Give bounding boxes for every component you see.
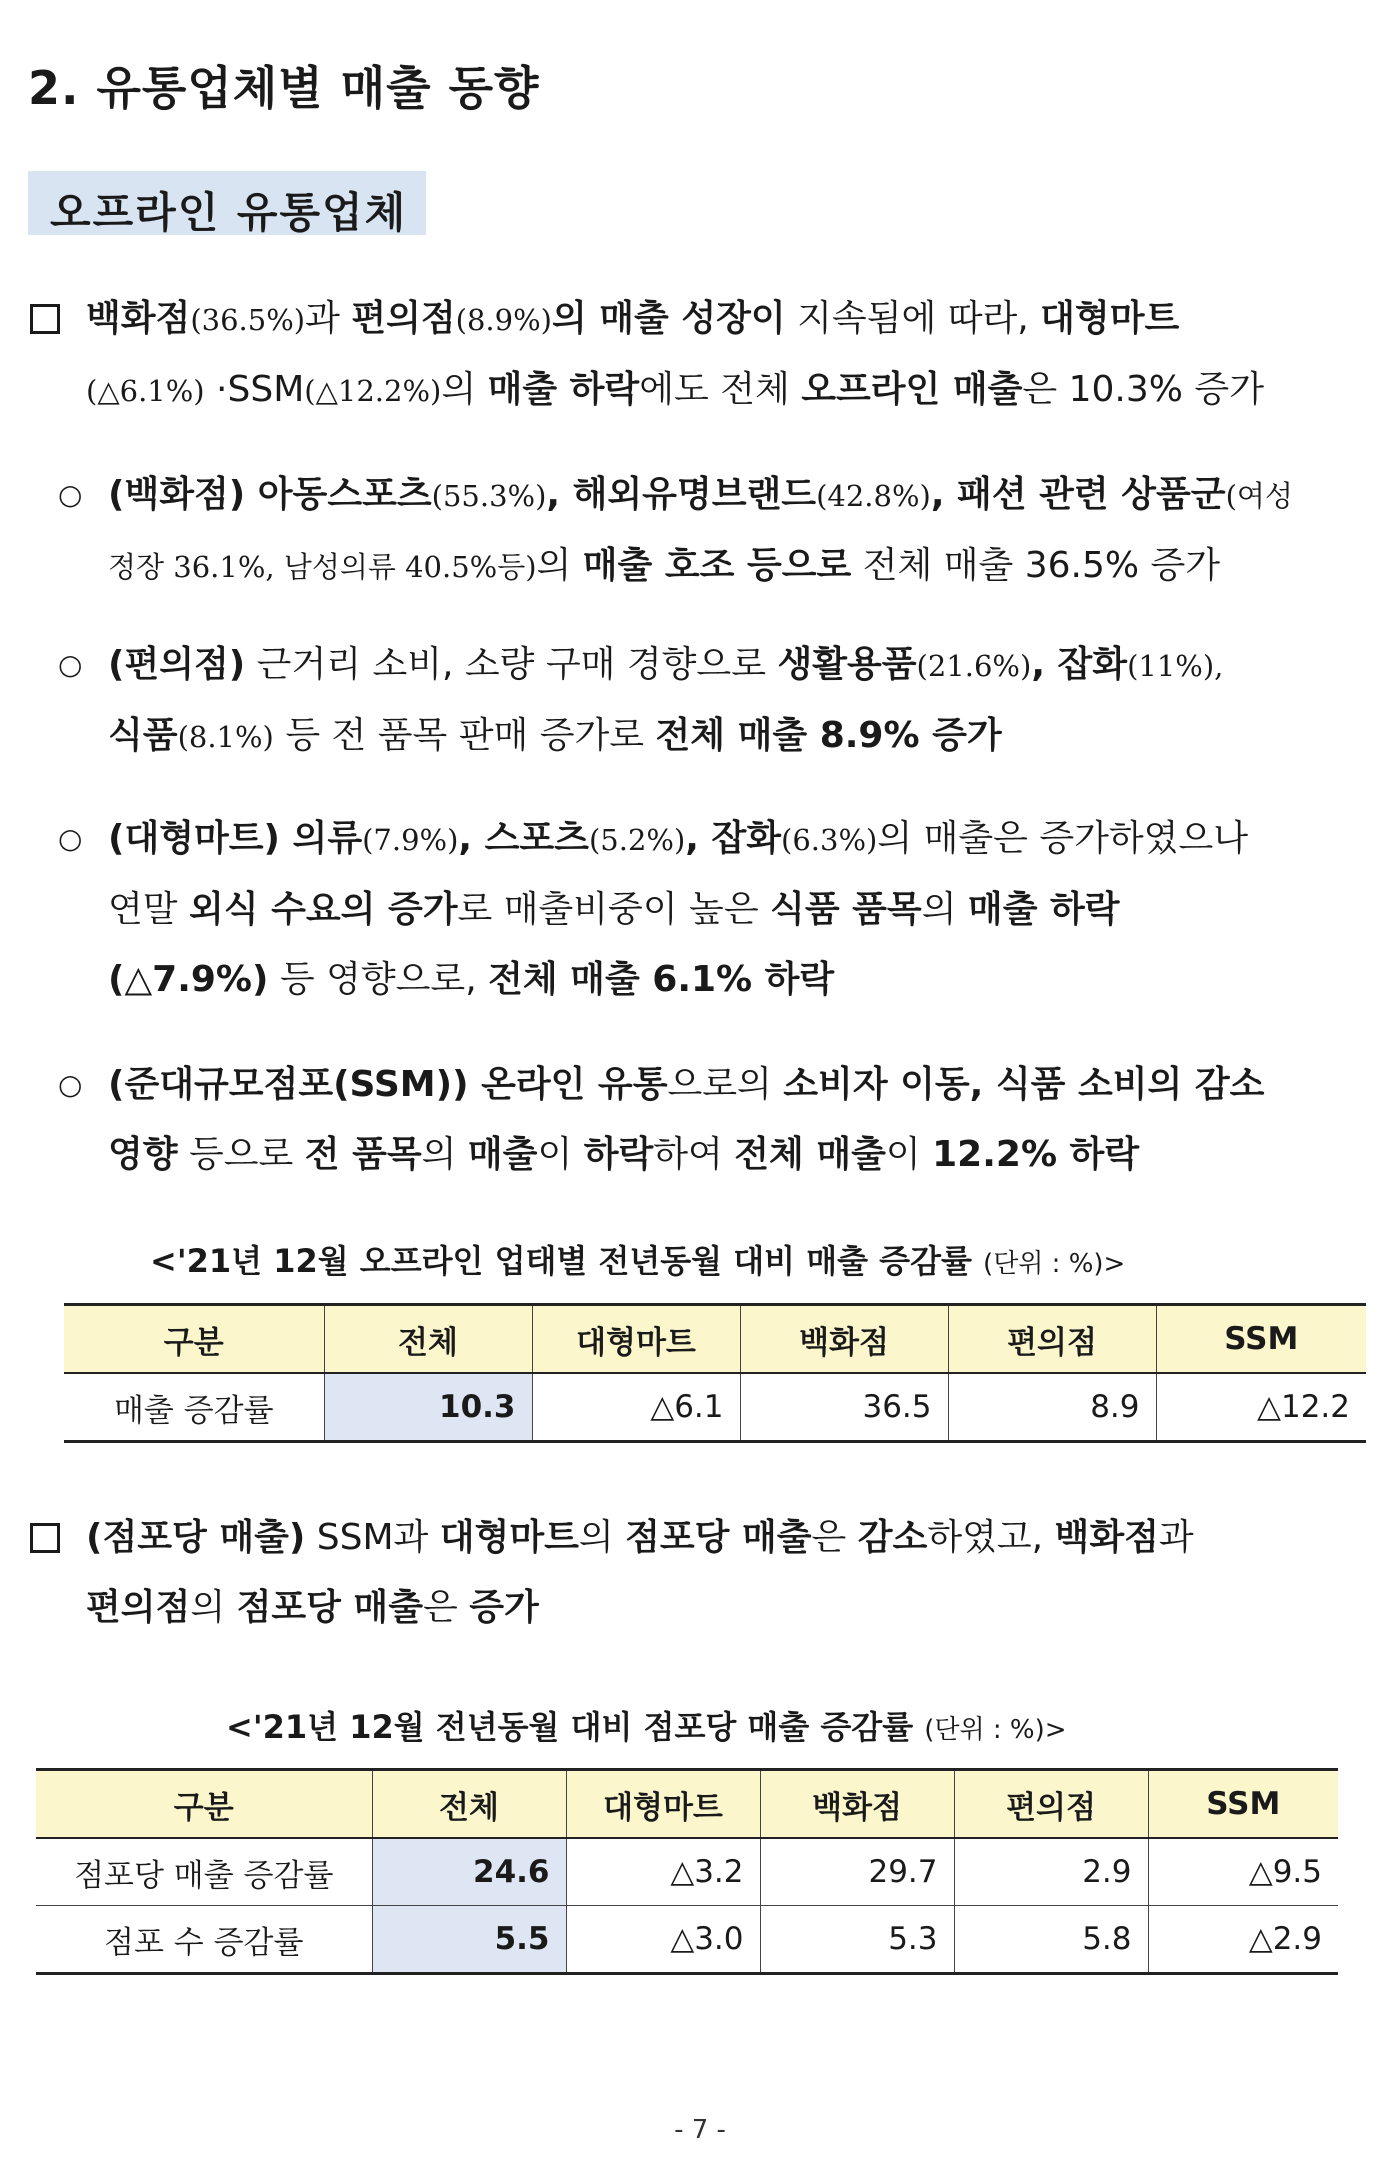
table2-header: 편의점 <box>954 1770 1148 1839</box>
text: , 잡화 <box>685 818 782 859</box>
text: 근거리 소비, 소량 구매 경향으로 <box>245 644 778 685</box>
table-cell: △9.5 <box>1148 1838 1338 1906</box>
text: 하락 <box>583 1134 654 1175</box>
hypermarket-paragraph <box>108 804 1248 1015</box>
table-cell: 5.8 <box>954 1906 1148 1974</box>
text-decline: 매출 하락 <box>487 369 640 410</box>
circle-bullet-icon: ○ <box>58 648 83 681</box>
table1-header: 대형마트 <box>532 1305 740 1374</box>
table1-header: 전체 <box>324 1305 532 1374</box>
table-cell-total: 5.5 <box>372 1906 566 1974</box>
table-cell-total: 24.6 <box>372 1838 566 1906</box>
text: 의 <box>441 369 488 410</box>
text: 증가 <box>469 1587 539 1628</box>
table1-header: SSM <box>1156 1305 1366 1374</box>
table-cell: 29.7 <box>760 1838 954 1906</box>
table2-unit: (단위 : %)> <box>924 1715 1067 1745</box>
text-pct: (21.6%) <box>916 649 1032 683</box>
text: 생활용품 <box>777 644 917 685</box>
text: 등 전 품목 판매 증가로 <box>273 715 656 756</box>
text: , 해외유명브랜드 <box>546 474 817 515</box>
text: 은 10.3% 증가 <box>1022 369 1264 410</box>
table2-header: SSM <box>1148 1770 1338 1839</box>
text: 으로의 <box>667 1064 784 1105</box>
text: 전체 매출 8.9% 증가 <box>655 715 1002 756</box>
text-pct: (6.3%) <box>781 823 878 857</box>
text-ssm: ·SSM <box>204 369 305 410</box>
section-title: 2. 유통업체별 매출 동향 <box>28 61 540 115</box>
text-pct: (7.9%) <box>362 823 459 857</box>
table2-header: 전체 <box>372 1770 566 1839</box>
text: 점포당 매출 <box>625 1517 812 1558</box>
table2-header: 구분 <box>36 1770 372 1839</box>
subhead-title: 오프라인 유통업체 <box>50 188 408 237</box>
text: 전체 매출 <box>734 1134 886 1175</box>
text: 매출 하락 <box>967 889 1120 930</box>
table1-header: 백화점 <box>740 1305 948 1374</box>
text: (준대규모점포(SSM)) 온라인 유통 <box>108 1064 668 1105</box>
text: 하였고, <box>927 1517 1055 1558</box>
text: 식품 품목 <box>770 889 922 930</box>
text: 점포당 매출 <box>236 1587 423 1628</box>
text: 식품 <box>108 715 178 756</box>
table1-header: 구분 <box>64 1305 324 1374</box>
text: 하여 <box>653 1134 735 1175</box>
text: 외식 수요의 증가 <box>189 889 458 930</box>
table2-caption <box>226 1702 1067 1748</box>
table-cell: △3.0 <box>566 1906 760 1974</box>
circle-bullet-icon: ○ <box>58 478 83 511</box>
table-row <box>36 1838 1338 1906</box>
text: (△7.9%) <box>108 959 269 1000</box>
text: 정장 36.1%, 남성의류 40.5%등) <box>108 550 537 584</box>
text: 등 영향으로, <box>268 959 489 1000</box>
text: 대형마트 <box>439 1517 579 1558</box>
text-pct: (36.5%) <box>190 303 306 337</box>
text: 에도 전체 <box>639 369 802 410</box>
table1-caption-text: <'21년 12월 오프라인 업태별 전년동월 대비 매출 증감률 <box>150 1242 984 1280</box>
text: (편의점) <box>108 644 246 685</box>
text-conv: 편의점 <box>351 298 456 339</box>
text: 의 매출은 증가하였으나 <box>877 818 1249 859</box>
text: 소비자 이동, 식품 소비의 감소 <box>783 1064 1265 1105</box>
text: 등으로 <box>177 1134 305 1175</box>
table1-header: 편의점 <box>948 1305 1156 1374</box>
text: 감소 <box>857 1517 928 1558</box>
text-dept: 백화점 <box>86 298 191 339</box>
text-pct: (5.2%) <box>588 823 686 857</box>
summary-paragraph <box>86 284 1264 426</box>
text: 편의점 <box>86 1587 191 1628</box>
convenience-store-paragraph <box>108 630 1223 772</box>
text: 이 <box>537 1134 584 1175</box>
text: (대형마트) 의류 <box>108 818 363 859</box>
table-cell: 8.9 <box>948 1373 1156 1442</box>
text: 의 <box>536 545 583 586</box>
text-pct: (42.8%) <box>816 479 931 513</box>
page-number: - 7 - <box>674 2115 726 2145</box>
circle-bullet-icon: ○ <box>58 822 83 855</box>
text: 전 품목 <box>304 1134 422 1175</box>
text: 영향 <box>108 1134 178 1175</box>
table1 <box>64 1303 1366 1443</box>
square-bullet-icon <box>30 304 60 334</box>
table2-caption-text: <'21년 12월 전년동월 대비 점포당 매출 증감률 <box>226 1708 925 1746</box>
row-label: 점포 수 증감률 <box>36 1906 372 1974</box>
table-row <box>36 1906 1338 1974</box>
text: 로 매출비중이 높은 <box>457 889 771 930</box>
text: 전체 매출 36.5% 증가 <box>851 545 1221 586</box>
text: (여성 <box>1225 479 1293 513</box>
table-cell: 36.5 <box>740 1373 948 1442</box>
text: 전체 매출 6.1% 하락 <box>488 959 835 1000</box>
table-cell: △2.9 <box>1148 1906 1338 1974</box>
text: 매출 <box>467 1134 538 1175</box>
text: , 스포츠 <box>458 818 589 859</box>
table-cell: 5.3 <box>760 1906 954 1974</box>
text: 은 <box>811 1517 858 1558</box>
text: 백화점 <box>1054 1517 1159 1558</box>
dept-store-paragraph <box>108 460 1293 602</box>
text-offline: 오프라인 매출 <box>801 369 1023 410</box>
text: 의 <box>190 1587 237 1628</box>
table1-caption <box>150 1236 1125 1282</box>
text: 연말 <box>108 889 189 930</box>
text-pct: (8.1%) <box>177 720 274 754</box>
text: 매출 호조 등으로 <box>582 545 852 586</box>
table-cell: △12.2 <box>1156 1373 1366 1442</box>
text: (점포당 매출) <box>86 1517 306 1558</box>
table1-unit: (단위 : %)> <box>983 1249 1126 1279</box>
text: 과 <box>1158 1517 1194 1558</box>
circle-bullet-icon: ○ <box>58 1068 83 1101</box>
text: 12.2% 하락 <box>932 1134 1140 1175</box>
square-bullet-icon <box>30 1523 60 1553</box>
text: 의 <box>421 1134 468 1175</box>
text-pct: (11%), <box>1127 649 1224 683</box>
table1-header-row <box>64 1305 1366 1374</box>
text: 의 <box>921 889 968 930</box>
text-mart: 대형마트 <box>1040 298 1180 339</box>
table2 <box>36 1768 1338 1975</box>
text-pct: (8.9%) <box>455 303 552 337</box>
table-cell-total: 10.3 <box>324 1373 532 1442</box>
ssm-paragraph <box>108 1050 1264 1190</box>
table-row <box>64 1373 1366 1442</box>
table-cell: 2.9 <box>954 1838 1148 1906</box>
text: , 잡화 <box>1031 644 1128 685</box>
per-store-paragraph <box>86 1503 1194 1643</box>
text: 은 <box>422 1587 470 1628</box>
row-label: 매출 증감률 <box>64 1373 324 1442</box>
text: 의 <box>578 1517 626 1558</box>
table2-header-row <box>36 1770 1338 1839</box>
table-cell: △3.2 <box>566 1838 760 1906</box>
text-pct: (△6.1%) <box>86 374 205 408</box>
text: SSM과 <box>305 1517 440 1558</box>
row-label: 점포당 매출 증감률 <box>36 1838 372 1906</box>
text: 과 <box>305 298 352 339</box>
text-pct: (55.3%) <box>431 479 547 513</box>
text-growth: 의 매출 성장이 <box>551 298 786 339</box>
text: (백화점) 아동스포츠 <box>108 474 432 515</box>
text: 지속됨에 따라, <box>785 298 1041 339</box>
text: , 패션 관련 상품군 <box>930 474 1226 515</box>
table-cell: △6.1 <box>532 1373 740 1442</box>
text-pct: (△12.2%) <box>304 374 442 408</box>
text: 이 <box>885 1134 933 1175</box>
table2-header: 백화점 <box>760 1770 954 1839</box>
table2-header: 대형마트 <box>566 1770 760 1839</box>
